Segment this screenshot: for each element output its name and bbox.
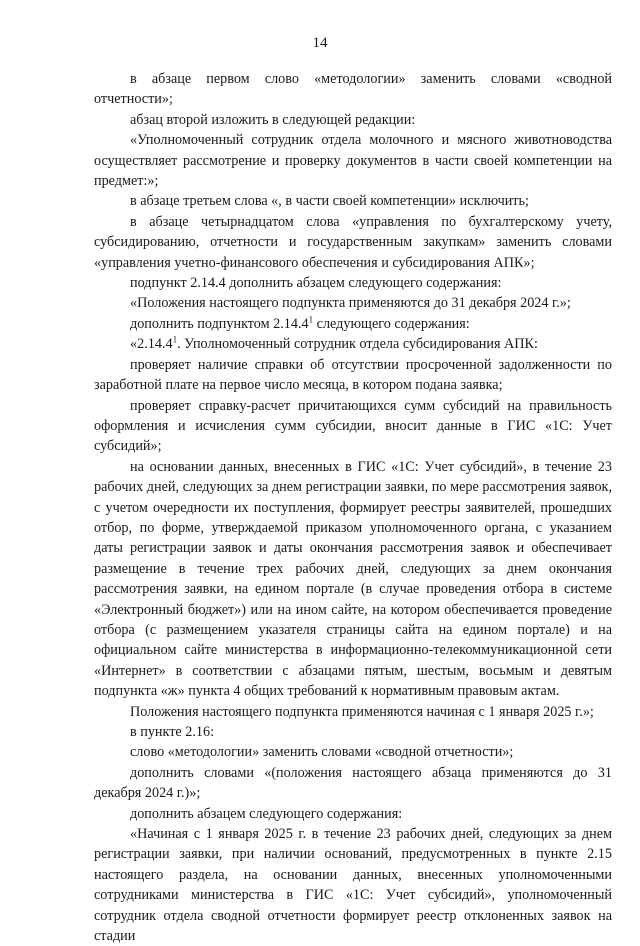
paragraph-text: следующего содержания:: [313, 315, 470, 332]
paragraph: в абзаце четырнадцатом слова «управления по бухгалтерскому учету, субсидированию, отчетности и государственным закупкам» заменить словами «управления учетно-финансового обеспечения и субсидирования АПК»;: [94, 213, 612, 271]
paragraph: в пункте 2.16:: [130, 724, 215, 740]
paragraph-text: «2.14.4: [130, 336, 173, 353]
page-number: 14: [312, 35, 328, 51]
paragraph: в абзаце первом слово «методологии» заменить словами «сводной отчетности»;: [94, 71, 612, 108]
paragraph: абзац второй изложить в следующей редакции:: [130, 111, 416, 128]
paragraph: «Положения настоящего подпункта применяются до 31 декабря 2024 г.»;: [130, 295, 571, 312]
superscript: 1: [308, 314, 314, 325]
paragraph: дополнить словами «(положения настоящего абзаца применяются до 31 декабря 2024 г.)»;: [94, 764, 612, 802]
paragraph: «Уполномоченный сотрудник отдела молочного и мясного животноводства осуществляет рассмотрение и проверку документов в части своей компетенции на предмет:»;: [94, 132, 612, 190]
paragraph: «Начиная с 1 января 2025 г. в течение 23 рабочих дней, следующих за днем регистрации заявки, при наличии оснований, предусмотренных в пункте 2.15 настоящего раздела, на основании данных, внесенных уполномоченными сотрудниками министерства в ГИС «1С: Учет субсидий», уполномоченный сотрудник отдела сводной отчетности формирует реестр отклоненных заявок на стадии: [94, 826, 612, 945]
paragraph: в абзаце третьем слова «, в части своей компетенции» исключить;: [130, 193, 529, 210]
paragraph: подпункт 2.14.4 дополнить абзацем следующего содержания:: [130, 275, 502, 292]
paragraph: [94, 314, 612, 334]
paragraph-text: . Уполномоченный сотрудник отдела субсидирования АПК:: [177, 336, 538, 353]
paragraph: [94, 334, 612, 354]
paragraph: Положения настоящего подпункта применяются начиная с 1 января 2025 г.»;: [130, 703, 594, 720]
superscript: 1: [172, 334, 178, 345]
document-body: [94, 69, 612, 946]
paragraph: слово «методологии» заменить словами «сводной отчетности»;: [130, 744, 514, 761]
paragraph-text: дополнить подпунктом 2.14.4: [130, 315, 309, 332]
paragraph: на основании данных, внесенных в ГИС «1С: Учет субсидий», в течение 23 рабочих дней, следующих за днем регистрации заявки, по мере рассмотрения заявок, с учетом очередности их поступления, формирует реестры заявителей, прошедших отбор, по форме, утверждаемой приказом уполномоченного органа, с указанием даты регистрации заявок и даты окончания рассмотрения заявок и обеспечивает размещение в течение трех рабочих дней, следующих за днем окончания рассмотрения заявки, на едином портале (в случае проведения отбора в системе «Электронный бюджет») или на ином сайте, на котором обеспечивается проведение отбора (с размещением указателя страницы сайта на едином портале) и на официальном сайте министерства в информационно-телекоммуникационной сети «Интернет» в соответствии с абзацами пятым, шестым, восьмым и девятым подпункта «ж» пункта 4 общих требований к нормативным правовым актам.: [94, 458, 612, 700]
paragraph: дополнить абзацем следующего содержания:: [130, 805, 403, 822]
paragraph: проверяет справку-расчет причитающихся сумм субсидий на правильность оформления и исчисления сумм субсидии, вносит данные в ГИС «1С: Учет субсидий»;: [94, 397, 612, 455]
paragraph: проверяет наличие справки об отсутствии просроченной задолженности по заработной плате на первое число месяца, в котором подана заявка;: [94, 356, 612, 394]
